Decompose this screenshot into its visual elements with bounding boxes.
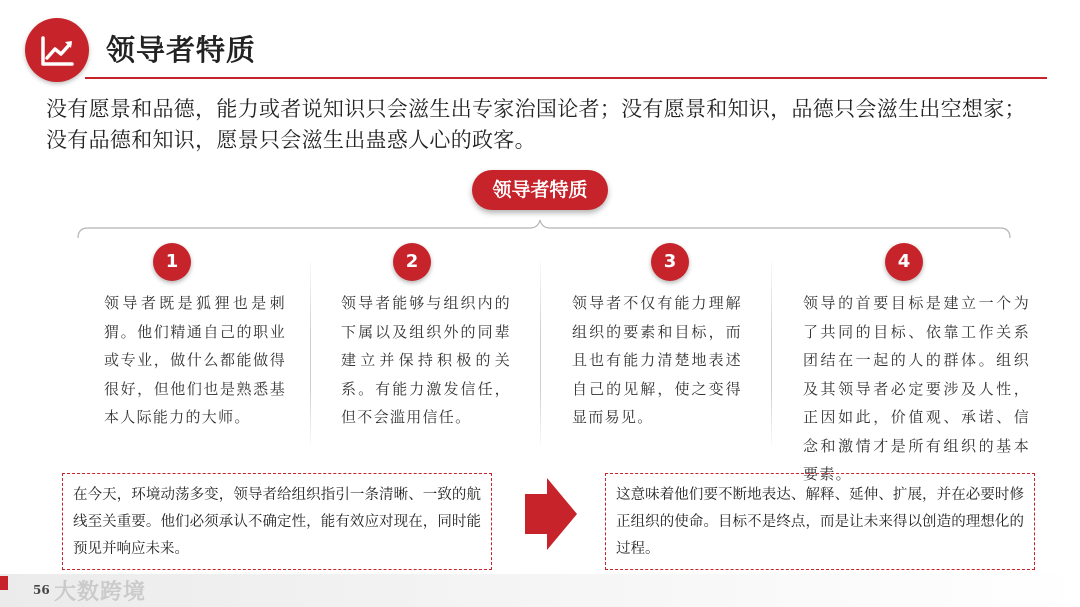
right-dashed-box: 这意味着他们要不断地表达、解释、延伸、扩展，并在必要时修正组织的使命。目标不是终点，而是让未来得以创造的理想化的过程。 bbox=[605, 473, 1035, 570]
column-divider bbox=[540, 262, 541, 445]
step-number-3: 3 bbox=[651, 243, 689, 281]
left-dashed-box: 在今天，环境动荡多变，领导者给组织指引一条清晰、一致的航线至关重要。他们必须承认不确定性，能有效应对现在，同时能预见并响应未来。 bbox=[62, 473, 492, 570]
column-4-text: 领导的首要目标是建立一个为了共同的目标、依靠工作关系团结在一起的人的群体。组织及其领导者必定要涉及人性，正因如此，价值观、承诺、信念和激情才是所有组织的基本要素。 bbox=[803, 294, 1030, 483]
step-number-2: 2 bbox=[393, 243, 431, 281]
column-2-text: 领导者能够与组织内的下属以及组织外的同辈建立并保持积极的关系。有能力激发信任，但不会滥用信任。 bbox=[341, 294, 511, 426]
watermark: 大数跨境 bbox=[54, 580, 147, 605]
step-number-4: 4 bbox=[885, 243, 923, 281]
column-3-text: 领导者不仅有能力理解组织的要素和目标，而且也有能力清楚地表述自己的见解，使之变得显而易见。 bbox=[572, 294, 742, 426]
page-title: 领导者特质 bbox=[106, 33, 257, 67]
right-arrow-icon bbox=[525, 478, 577, 550]
center-topic-pill: 领导者特质 bbox=[472, 170, 608, 210]
footer-accent-tab bbox=[0, 576, 8, 590]
footer-band bbox=[0, 574, 1080, 607]
column-divider bbox=[771, 262, 772, 445]
intro-paragraph: 没有愿景和品德，能力或者说知识只会滋生出专家治国论者；没有愿景和知识，品德只会滋生出空想家；没有品德和知识，愿景只会滋生出蛊惑人心的政客。 bbox=[46, 97, 1026, 152]
page-number: 56 bbox=[33, 583, 50, 597]
column-divider bbox=[310, 262, 311, 445]
step-number-1: 1 bbox=[153, 243, 191, 281]
column-1-text: 领导者既是狐狸也是刺猬。他们精通自己的职业或专业，做什么都能做得很好，但他们也是熟悉基本人际能力的大师。 bbox=[104, 294, 286, 426]
